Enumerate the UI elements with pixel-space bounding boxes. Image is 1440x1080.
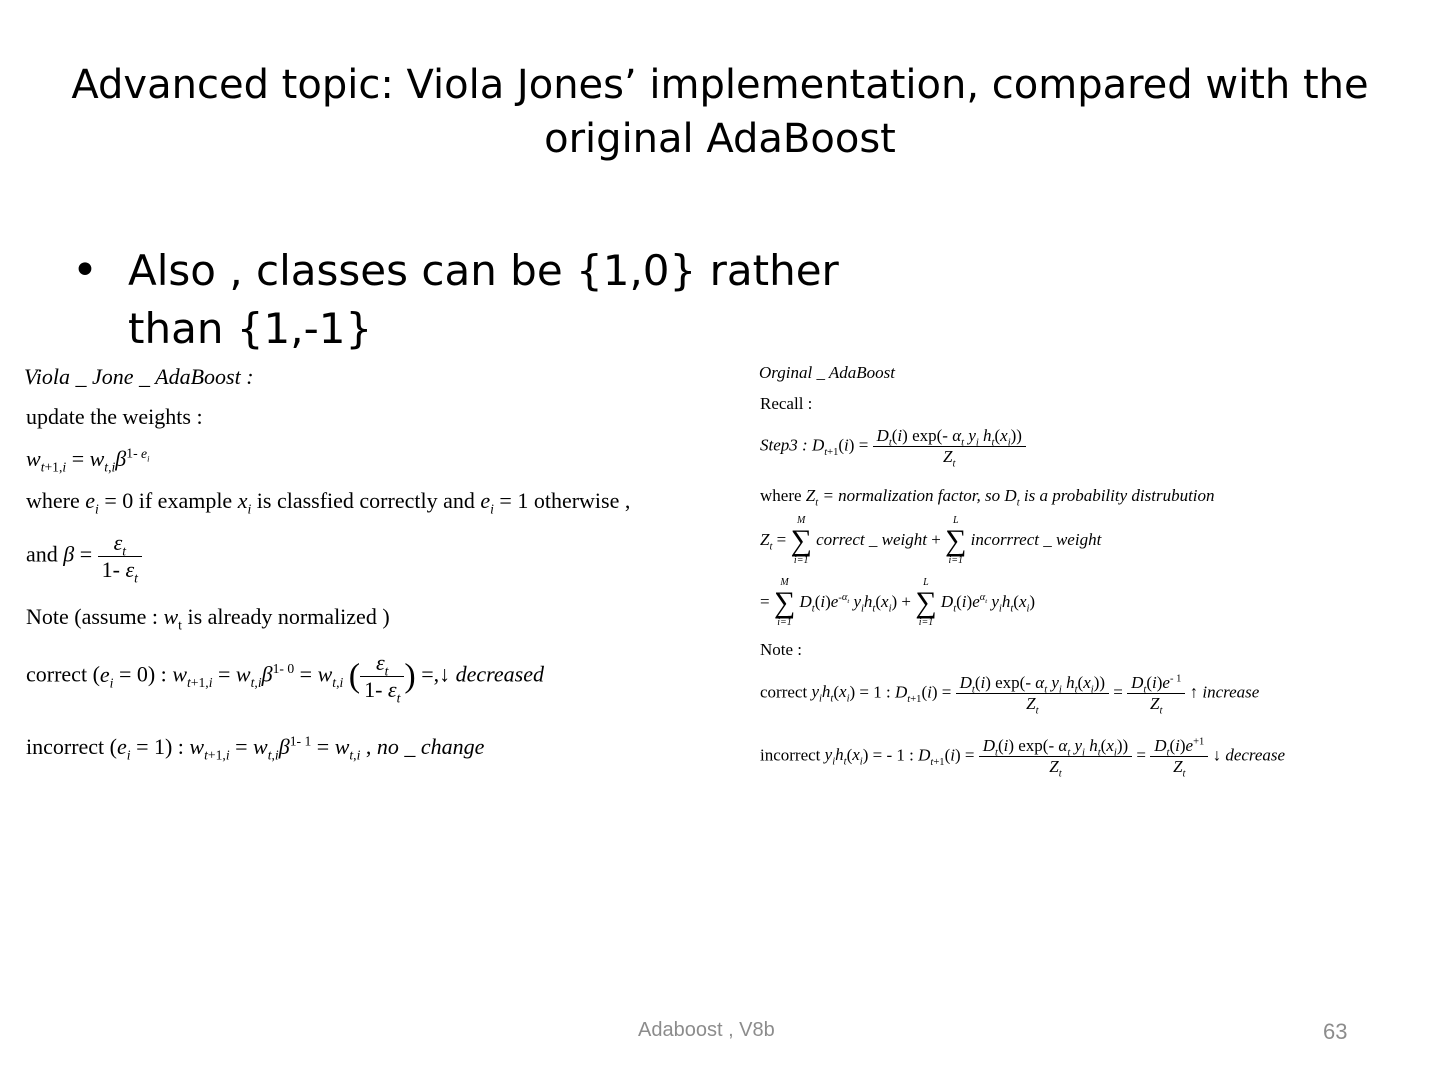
- page-number: 63: [1323, 1019, 1348, 1044]
- incorrect-update-formula: incorrect $y_ih_t(x_i)$ = - 1 : $D_{t+1}(i)$ = $\frac{D_t(i) \exp(- \alpha_t y_i h_t(x_i))}{Z_t}$ = $\frac{D_t(i)e^{+1}}{Z_t}$ ↓ decrease: [760, 736, 1286, 780]
- note-normalized: Note (assume : $w_t$ is already normalized ): [26, 604, 390, 633]
- update-weights-label: update the weights :: [26, 404, 203, 429]
- step3-formula: Step3 : $D_{t+1}(i)$ = $\frac{D_t(i) \exp(- \alpha_t y_i h_t(x_i))}{Z_t}$: [760, 426, 1026, 467]
- note-label: Note :: [760, 640, 803, 659]
- incorrect-case-formula: incorrect $(e_i = 1)$ : $w_{t+1,i} = w_{t,i}\beta^{1- 1} = w_{t,i}$ , no _ change: [26, 733, 485, 763]
- bullet-text: [128, 242, 848, 358]
- footer-center-text: Adaboost , V8b: [638, 1019, 775, 1041]
- bullet-marker: •: [72, 245, 98, 296]
- zt-definition: where $Z_t$ = normalization factor, so $D_t$ is a probability distrubution: [760, 486, 1215, 509]
- slide-title: [60, 58, 1380, 166]
- zt-expanded-formula: = M ∑ i=1 $D_t(i)e^{-\alpha_t}$ $y_ih_t(x_i)$ + L ∑ i=1 $D_t(i)e^{\alpha_t}$ $y_ih_t(x_i)$: [760, 577, 1036, 628]
- bullet-text-line1: Also , classes can be {1,0} rather: [128, 246, 839, 295]
- bullet-text-line2: than {1,-1}: [128, 304, 373, 353]
- beta-definition: and β = $\frac{\varepsilon_t}{1- \varepsilon_t}$: [26, 530, 142, 583]
- slide-title-line2: original AdaBoost: [544, 116, 896, 162]
- original-adaboost-heading: Orginal _ AdaBoost: [759, 363, 896, 382]
- slide-title-line1: Advanced topic: Viola Jones’ implementation, compared with the: [71, 62, 1369, 108]
- correct-update-formula: correct $y_ih_t(x_i) = 1$ : $D_{t+1}(i)$ = $\frac{D_t(i) \exp(- \alpha_t y_i h_t(x_i))}{Z_t}$ = $\frac{D_t(i)e^{- 1}}{Z_t}$ ↑ increase: [760, 673, 1260, 717]
- correct-case-formula: correct $(e_i = 0)$ : $w_{t+1,i} = w_{t,i}\beta^{1- 0} = w_{t,i}$ ( $\frac{\varepsilon_t}{1- \varepsilon_t}$ ) =,↓ decreased: [26, 650, 545, 706]
- zt-sum-formula: $Z_t$ = M ∑ i=1 correct _ weight + L ∑ i=1 incorrrect _ weight: [760, 515, 1102, 566]
- viola-jones-heading: Viola _ Jone _ AdaBoost :: [24, 364, 254, 389]
- recall-label: Recall :: [760, 394, 813, 413]
- where-ei-definition: where $e_i = 0$ if example $x_i$ is classfied correctly and $e_i = 1$ otherwise ,: [26, 488, 631, 517]
- weight-update-formula: $w_{t+1,i} = w_{t,i}\beta^{1- e_i}$: [26, 445, 150, 475]
